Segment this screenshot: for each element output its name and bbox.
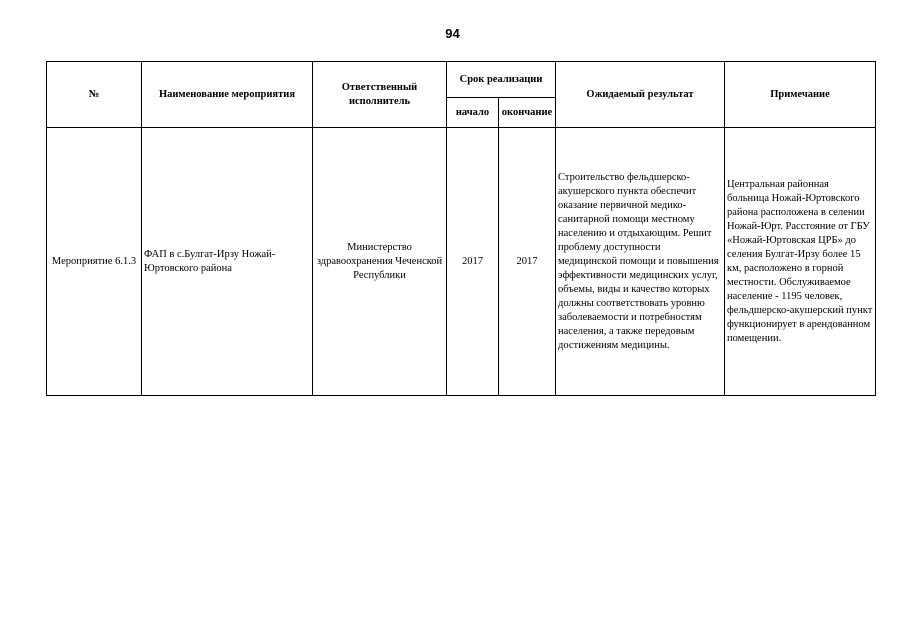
page-number: 94 [445,26,460,41]
header-executor: Ответственный исполнитель [313,62,447,128]
cell-activity-name: ФАП в с.Булгат-Ирзу Ножай-Юртовского района [142,128,313,396]
cell-start: 2017 [447,128,499,396]
header-end: окончание [499,98,556,128]
cell-end: 2017 [499,128,556,396]
header-start: начало [447,98,499,128]
activities-table [46,61,876,396]
cell-expected-result: Строительство фельдшерско-акушерского пункта обеспечит оказание первичной медико-санитарной помощи местному населению и отдыхающим. Решит проблему доступности медицинской помощи и повышения эффективности медицинских услуг, объемы, виды и качество которых должны соответствовать уровню заболеваемости и потребностям населения, а также передовым достижениям медицины. [556,128,725,396]
cell-num: Мероприятие 6.1.3 [47,128,142,396]
header-expected-result: Ожидаемый результат [556,62,725,128]
header-activity-name: Наименование мероприятия [142,62,313,128]
header-term: Срок реализации [447,62,556,98]
cell-note: Центральная районная больница Ножай-Юртовского района расположена в селении Ножай-Юрт. Расстояние от ГБУ «Ножай-Юртовская ЦРБ» до селения Булгат-Ирзу более 15 км, расположено в горной местности. Обслуживаемое население - 1195 человек, фельдшерско-акушерский пункт функционирует в арендованном помещении. [725,128,876,396]
header-num: № [47,62,142,128]
header-note: Примечание [725,62,876,128]
table-row [47,128,876,396]
cell-executor: Министерство здравоохранения Чеченской Республики [313,128,447,396]
